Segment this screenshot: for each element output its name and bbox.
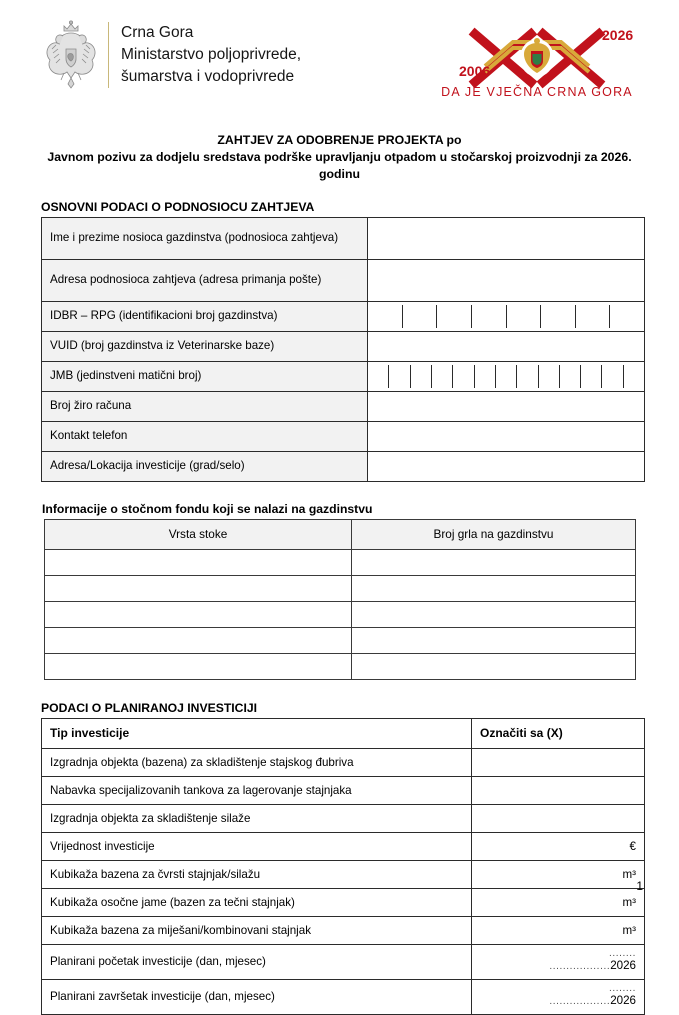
- livestock-cell-species[interactable]: [45, 601, 352, 627]
- livestock-table-head: [45, 519, 636, 549]
- digit-box[interactable]: [496, 365, 517, 388]
- jmb-digit-boxes[interactable]: [368, 365, 644, 388]
- applicant-label-name: Ime i prezime nosioca gazdinstva (podnosioca zahtjeva): [42, 217, 368, 259]
- livestock-cell-count[interactable]: [352, 601, 636, 627]
- applicant-label-location: Adresa/Lokacija investicije (grad/selo): [42, 451, 368, 481]
- table-row: [42, 979, 645, 1014]
- table-row: [45, 627, 636, 653]
- investment-label-volume-liquid: Kubikaža osočne jame (bazen za tečni stajnjak): [42, 888, 472, 916]
- logo-year-from: 2006: [459, 63, 491, 79]
- investment-checkbox-manure-storage[interactable]: [472, 748, 645, 776]
- date-dots-day: ........: [608, 948, 636, 960]
- investment-field-volume-solid[interactable]: m³: [472, 860, 645, 888]
- digit-box[interactable]: [517, 365, 538, 388]
- table-row: [42, 944, 645, 979]
- investment-checkbox-silage[interactable]: [472, 804, 645, 832]
- livestock-header-species: Vrsta stoke: [45, 519, 352, 549]
- applicant-label-account: Broj žiro računa: [42, 391, 368, 421]
- table-row: [42, 391, 645, 421]
- investment-header-type: Tip investicije: [42, 718, 472, 748]
- coat-of-arms-icon: [42, 18, 100, 92]
- applicant-field-jmb[interactable]: [368, 361, 645, 391]
- livestock-cell-count[interactable]: [352, 627, 636, 653]
- digit-box[interactable]: [389, 365, 410, 388]
- digit-box[interactable]: [475, 365, 496, 388]
- table-row: [42, 832, 645, 860]
- investment-label-volume-mixed: Kubikaža bazena za miješani/kombinovani stajnjak: [42, 916, 472, 944]
- applicant-label-address: Adresa podnosioca zahtjeva (adresa primanja pošte): [42, 259, 368, 301]
- livestock-cell-species[interactable]: [45, 627, 352, 653]
- digit-box[interactable]: [437, 305, 472, 328]
- investment-label-volume-solid: Kubikaža bazena za čvrsti stajnjak/silažu: [42, 860, 472, 888]
- livestock-cell-species[interactable]: [45, 549, 352, 575]
- table-row: [42, 748, 645, 776]
- digit-box[interactable]: [602, 365, 623, 388]
- applicant-field-account[interactable]: [368, 391, 645, 421]
- table-row: [42, 361, 645, 391]
- investment-table: [41, 718, 645, 1015]
- livestock-header-count: Broj grla na gazdinstvu: [352, 519, 636, 549]
- table-row: [42, 776, 645, 804]
- table-row: [45, 601, 636, 627]
- applicant-field-location[interactable]: [368, 451, 645, 481]
- applicant-field-address[interactable]: [368, 259, 645, 301]
- table-row: [42, 217, 645, 259]
- investment-label-silage: Izgradnja objekta za skladištenje silaže: [42, 804, 472, 832]
- page-number: 1: [636, 879, 643, 893]
- investment-table-head: [42, 718, 645, 748]
- investment-label-start-date: Planirani početak investicije (dan, mjesec): [42, 944, 472, 979]
- table-row: [45, 549, 636, 575]
- digit-box[interactable]: [403, 305, 438, 328]
- investment-label-manure-storage: Izgradnja objekta (bazena) za skladištenje stajskog đubriva: [42, 748, 472, 776]
- date-dots-inner: ..................: [549, 995, 611, 1007]
- investment-field-volume-liquid[interactable]: m³: [472, 888, 645, 916]
- digit-box[interactable]: [576, 305, 611, 328]
- digit-box[interactable]: [581, 365, 602, 388]
- applicant-table-body: [42, 217, 645, 481]
- date-year: 2026: [610, 993, 636, 1007]
- ministry-line-1: Crna Gora: [121, 24, 194, 41]
- table-header-row: [45, 519, 636, 549]
- ministry-name: [121, 18, 301, 88]
- ministry-line-2: Ministarstvo poljoprivrede,: [121, 46, 302, 63]
- date-dots-inner: ..................: [549, 960, 611, 972]
- applicant-field-vuid[interactable]: [368, 331, 645, 361]
- livestock-cell-species[interactable]: [45, 653, 352, 679]
- livestock-cell-count[interactable]: [352, 549, 636, 575]
- date-dots-month: [480, 995, 636, 1008]
- digit-box[interactable]: [368, 305, 403, 328]
- idbr-digit-boxes[interactable]: [368, 305, 644, 328]
- livestock-table: [44, 519, 636, 680]
- livestock-cell-count[interactable]: [352, 575, 636, 601]
- digit-box[interactable]: [541, 305, 576, 328]
- date-year: 2026: [610, 958, 636, 972]
- digit-box[interactable]: [432, 365, 453, 388]
- livestock-table-body: [45, 549, 636, 679]
- investment-field-volume-mixed[interactable]: m³: [472, 916, 645, 944]
- investment-header-mark: Označiti sa (X): [472, 718, 645, 748]
- applicant-field-name[interactable]: [368, 217, 645, 259]
- investment-field-end-date[interactable]: [472, 979, 645, 1014]
- digit-box[interactable]: [507, 305, 542, 328]
- investment-label-tanks: Nabavka specijalizovanih tankova za lagerovanje stajnjaka: [42, 776, 472, 804]
- logo-year-to: 2026: [602, 27, 634, 43]
- digit-box[interactable]: [610, 305, 644, 328]
- applicant-label-vuid: VUID (broj gazdinstva iz Veterinarske baze): [42, 331, 368, 361]
- table-row: [42, 451, 645, 481]
- table-row: [42, 860, 645, 888]
- applicant-field-phone[interactable]: [368, 421, 645, 451]
- page-title-line-1: ZAHTJEV ZA ODOBRENJE PROJEKTA po: [217, 133, 462, 147]
- digit-box[interactable]: [560, 365, 581, 388]
- logo-slogan: DA JE VJEČNA CRNA GORA: [441, 85, 633, 99]
- header-divider: [108, 22, 109, 88]
- livestock-cell-count[interactable]: [352, 653, 636, 679]
- header-left-block: [36, 18, 301, 94]
- document-header: [36, 0, 643, 110]
- table-row: [42, 421, 645, 451]
- table-row: [42, 301, 645, 331]
- digit-box[interactable]: [539, 365, 560, 388]
- table-row: [42, 259, 645, 301]
- table-row: [42, 916, 645, 944]
- table-header-row: [42, 718, 645, 748]
- digit-box[interactable]: [472, 305, 507, 328]
- investment-checkbox-tanks[interactable]: [472, 776, 645, 804]
- digit-box[interactable]: [368, 365, 389, 388]
- digit-box[interactable]: [453, 365, 474, 388]
- applicant-section-heading: OSNOVNI PODACI O PODNOSIOCU ZAHTJEVA: [41, 199, 315, 214]
- applicant-label-phone: Kontakt telefon: [42, 421, 368, 451]
- table-row: [45, 653, 636, 679]
- investment-field-start-date[interactable]: [472, 944, 645, 979]
- investment-field-value-eur[interactable]: €: [472, 832, 645, 860]
- livestock-cell-species[interactable]: [45, 575, 352, 601]
- investment-label-value: Vrijednost investicije: [42, 832, 472, 860]
- table-row: [42, 804, 645, 832]
- investment-section-heading: PODACI O PLANIRANOJ INVESTICIJI: [41, 700, 258, 715]
- date-dots-day: ........: [608, 983, 636, 995]
- ministry-line-3: šumarstva i vodoprivrede: [121, 68, 295, 85]
- livestock-section-heading: Informacije o stočnom fondu koji se nalazi na gazdinstvu: [42, 501, 373, 516]
- investment-table-body: [42, 748, 645, 1014]
- digit-box[interactable]: [624, 365, 644, 388]
- applicant-label-idbr: IDBR – RPG (identifikacioni broj gazdinstva): [42, 301, 368, 331]
- digit-box[interactable]: [411, 365, 432, 388]
- table-row: [42, 888, 645, 916]
- date-dots-month: [480, 960, 636, 973]
- page-title: [36, 132, 643, 184]
- applicant-field-idbr[interactable]: [368, 301, 645, 331]
- table-row: [45, 575, 636, 601]
- anniversary-logo: [439, 20, 635, 102]
- table-row: [42, 331, 645, 361]
- applicant-label-jmb: JMB (jedinstveni matični broj): [42, 361, 368, 391]
- investment-label-end-date: Planirani završetak investicije (dan, mjesec): [42, 979, 472, 1014]
- page-title-line-2: Javnom pozivu za dodjelu sredstava podrške upravljanju otpadom u stočarskoj proizvodnji za 2026. godinu: [47, 150, 632, 182]
- applicant-table: [41, 217, 645, 482]
